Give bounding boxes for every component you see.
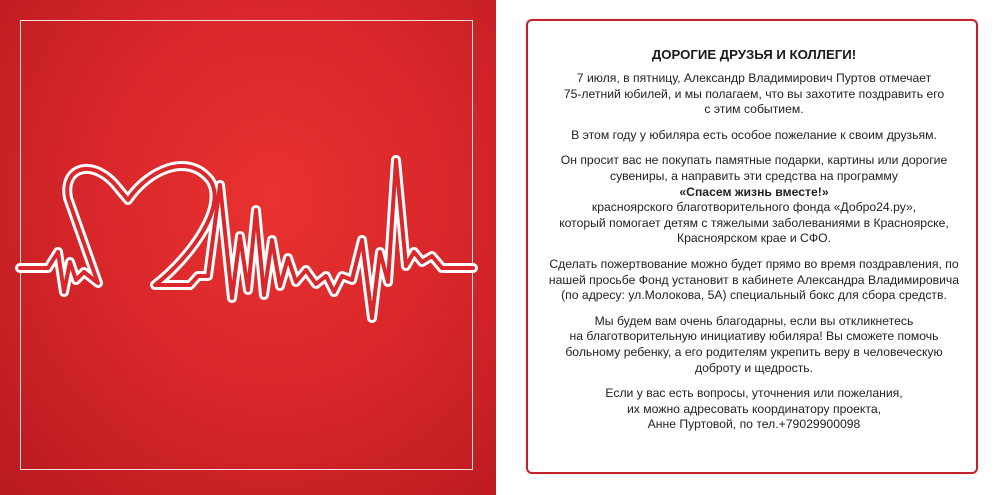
letter-line: больному ребенку, а его родителям укрепить веру в человеческую xyxy=(565,344,943,359)
letter-line: сувениры, а направить эти средства на программу xyxy=(609,168,899,183)
letter-line: Мы будем вам очень благодарны, если вы откликнетесь xyxy=(594,313,914,328)
letter-line: Сделать пожертвование можно будет прямо во время поздравления, по xyxy=(549,256,959,271)
letter-line: нашей просьбе Фонд установит в кабинете Александра Владимировича xyxy=(548,272,960,287)
letter-paragraph xyxy=(544,386,964,433)
letter-line: В этом году у юбиляра есть особое пожелание к своим друзьям. xyxy=(571,127,937,142)
letter-paragraph xyxy=(544,257,964,304)
letter-line: Если у вас есть вопросы, уточнения или пожелания, xyxy=(605,386,903,401)
letter-line: их можно адресовать координатору проекта, xyxy=(626,401,881,416)
illustration-panel xyxy=(0,0,496,495)
heartbeat-heart-icon xyxy=(0,0,496,495)
letter-line: 75-летний юбилей, и мы полагаем, что вы захотите поздравить его xyxy=(563,86,945,101)
letter-panel xyxy=(500,0,1000,495)
program-name: «Спасем жизнь вместе!» xyxy=(679,184,829,199)
letter-line: доброту и щедрость. xyxy=(694,360,814,375)
letter-paragraph xyxy=(544,153,964,247)
letter-paragraph xyxy=(544,71,964,118)
letter-line: Он просит вас не покупать памятные подарки, картины или дорогие xyxy=(560,153,948,168)
letter-frame xyxy=(526,19,978,474)
letter-line: который помогает детям с тяжелыми заболеваниями в Красноярске, xyxy=(559,215,949,230)
letter-paragraph xyxy=(544,314,964,376)
letter-line: 7 июля, в пятницу, Александр Владимирович Пуртов отмечает xyxy=(576,71,932,85)
letter-line: (по адресу: ул.Молокова, 5А) специальный бокс для сбора средств. xyxy=(561,288,947,303)
letter-paragraphs xyxy=(544,71,964,433)
letter-line: с этим событием. xyxy=(704,102,804,117)
letter-paragraph xyxy=(544,128,964,144)
letter-line: на благотворительную инициативу юбиляра! Вы сможете помочь xyxy=(569,329,939,344)
letter-heading: ДОРОГИЕ ДРУЗЬЯ И КОЛЛЕГИ! xyxy=(651,47,857,62)
letter-line: Красноярском крае и СФО. xyxy=(677,231,831,246)
letter-body xyxy=(544,47,964,443)
letter-line: Анне Пуртовой, по тел.+79029900098 xyxy=(647,417,861,432)
letter-line: красноярского благотворительного фонда «Добро24.ру», xyxy=(591,200,917,215)
